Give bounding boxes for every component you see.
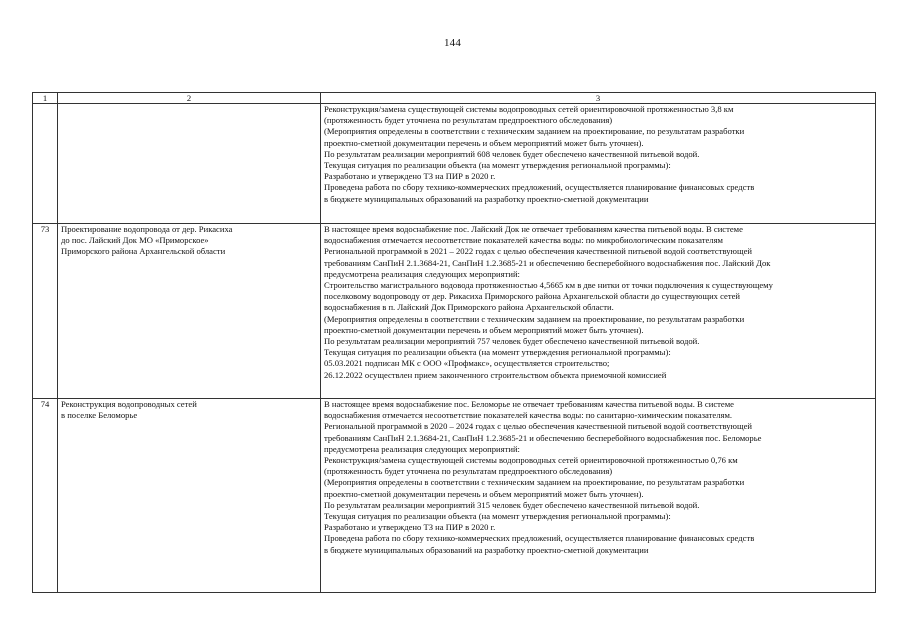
description-line: (Мероприятия определены в соответствии с техническим заданием на проектирование, по результатам разработки bbox=[324, 126, 745, 137]
row-number: 73 bbox=[33, 224, 58, 399]
description-line: Разработано и утверждено ТЗ на ПИР в 2020 г. bbox=[324, 171, 496, 182]
description-line: требованиям СанПиН 2.1.3684-21, СанПиН 1.2.3685-21 и обеспечению бесперебойного водоснабжения пос. Лайский Док bbox=[324, 257, 771, 268]
header-col-1: 1 bbox=[33, 93, 58, 104]
description-line: проектно-сметной документации перечень и объем мероприятий может быть уточнен). bbox=[324, 137, 644, 148]
table-row-73 bbox=[33, 224, 876, 399]
page-number: 144 bbox=[443, 37, 462, 49]
description-line: Реконструкция/замена существующей системы водопроводных сетей ориентировочной протяженностью 3,8 км bbox=[324, 104, 734, 114]
description-line: водоснабжения в п. Лайский Док Приморского района Архангельской области. bbox=[324, 302, 614, 313]
object-name bbox=[58, 104, 321, 224]
description-line: (протяженность будет уточнена по результатам предпроектного обследования) bbox=[324, 115, 613, 126]
description-line: Проведена работа по сбору технико-коммерческих предложений, осуществляется планирование финансовых средств bbox=[324, 182, 755, 193]
description-line: 26.12.2022 осуществлен прием законченного строительством объекта приемочной комиссией bbox=[324, 369, 667, 380]
description-line: поселковому водопроводу от дер. Рикасиха Приморского района Архангельской области до существующих сетей bbox=[324, 291, 741, 302]
name-line: Проектирование водопровода от дер. Рикасиха bbox=[61, 224, 233, 234]
description-line: водоснабжения отмечается несоответствие показателей качества воды: по микробиологическим показателям bbox=[324, 235, 723, 246]
description-line: (протяженность будет уточнена по результатам предпроектного обследования) bbox=[324, 466, 613, 477]
program-table bbox=[32, 92, 876, 593]
description-line: (Мероприятия определены в соответствии с техническим заданием на проектирование, по результатам разработки bbox=[324, 313, 745, 324]
description-line: в бюджете муниципальных образований на разработку проектно-сметной документации bbox=[324, 544, 649, 555]
description-line: предусмотрена реализация следующих мероприятий: bbox=[324, 443, 520, 454]
table-row-continuation bbox=[33, 104, 876, 224]
description-line: В настоящее время водоснабжение пос. Лайский Док не отвечает требованиям качества питьевой воды. В системе bbox=[324, 224, 743, 234]
description-line: Реконструкция/замена существующей системы водопроводных сетей ориентировочной протяженностью 0,76 км bbox=[324, 455, 738, 466]
table-header-row bbox=[33, 93, 876, 104]
table-row-74 bbox=[33, 399, 876, 593]
description-line: 05.03.2021 подписан МК с ООО «Профмакс», осуществляется строительство; bbox=[324, 358, 610, 369]
description-line: По результатам реализации мероприятий 315 человек будет обеспечено качественной питьевой водой. bbox=[324, 499, 700, 510]
header-col-3: 3 bbox=[321, 93, 876, 104]
name-line: до пос. Лайский Док МО «Приморское» bbox=[61, 235, 209, 246]
description-line: предусмотрена реализация следующих мероприятий: bbox=[324, 268, 520, 279]
description-line: Текущая ситуация по реализации объекта (на момент утверждения региональной программы): bbox=[324, 347, 671, 358]
description-line: Региональной программой в 2020 – 2024 годах с целью обеспечения качественной питьевой водой соответствующей bbox=[324, 421, 752, 432]
description-line: требованиям СанПиН 2.1.3684-21, СанПиН 1.2.3685-21 и обеспечению бесперебойного водоснабжения пос. Беломорье bbox=[324, 432, 762, 443]
object-name bbox=[58, 224, 321, 399]
name-line: Приморского района Архангельской области bbox=[61, 246, 226, 257]
description-line: Текущая ситуация по реализации объекта (на момент утверждения региональной программы): bbox=[324, 160, 671, 171]
header-col-2: 2 bbox=[58, 93, 321, 104]
object-name bbox=[58, 399, 321, 593]
name-line: в поселке Беломорье bbox=[61, 410, 138, 421]
description-line: (Мероприятия определены в соответствии с техническим заданием на проектирование, по результатам разработки bbox=[324, 477, 745, 488]
description-line: водоснабжения отмечается несоответствие показателей качества воды: по санитарно-химическим показателям. bbox=[324, 410, 733, 421]
object-description bbox=[321, 399, 876, 593]
description-line: Проведена работа по сбору технико-коммерческих предложений, осуществляется планирование финансовых средств bbox=[324, 533, 755, 544]
description-line: По результатам реализации мероприятий 608 человек будет обеспечено качественной питьевой водой. bbox=[324, 148, 700, 159]
description-line: В настоящее время водоснабжение пос. Беломорье не отвечает требованиям качества питьевой воды. В системе bbox=[324, 399, 734, 409]
description-line: Разработано и утверждено ТЗ на ПИР в 2020 г. bbox=[324, 522, 496, 533]
description-line: Текущая ситуация по реализации объекта (на момент утверждения региональной программы): bbox=[324, 511, 671, 522]
object-description bbox=[321, 224, 876, 399]
description-line: проектно-сметной документации перечень и объем мероприятий может быть уточнен). bbox=[324, 488, 644, 499]
row-number bbox=[33, 104, 58, 224]
description-line: в бюджете муниципальных образований на разработку проектно-сметной документации bbox=[324, 193, 649, 204]
description-line: Региональной программой в 2021 – 2022 годах с целью обеспечения качественной питьевой водой соответствующей bbox=[324, 246, 752, 257]
description-line: Строительство магистрального водовода протяженностью 4,5665 км в две нитки от точки подключения к существующему bbox=[324, 280, 773, 291]
row-number: 74 bbox=[33, 399, 58, 593]
object-description bbox=[321, 104, 876, 224]
description-line: проектно-сметной документации перечень и объем мероприятий может быть уточнен). bbox=[324, 324, 644, 335]
name-line: Реконструкция водопроводных сетей bbox=[61, 399, 197, 409]
description-line: По результатам реализации мероприятий 757 человек будет обеспечено качественной питьевой водой. bbox=[324, 336, 700, 347]
